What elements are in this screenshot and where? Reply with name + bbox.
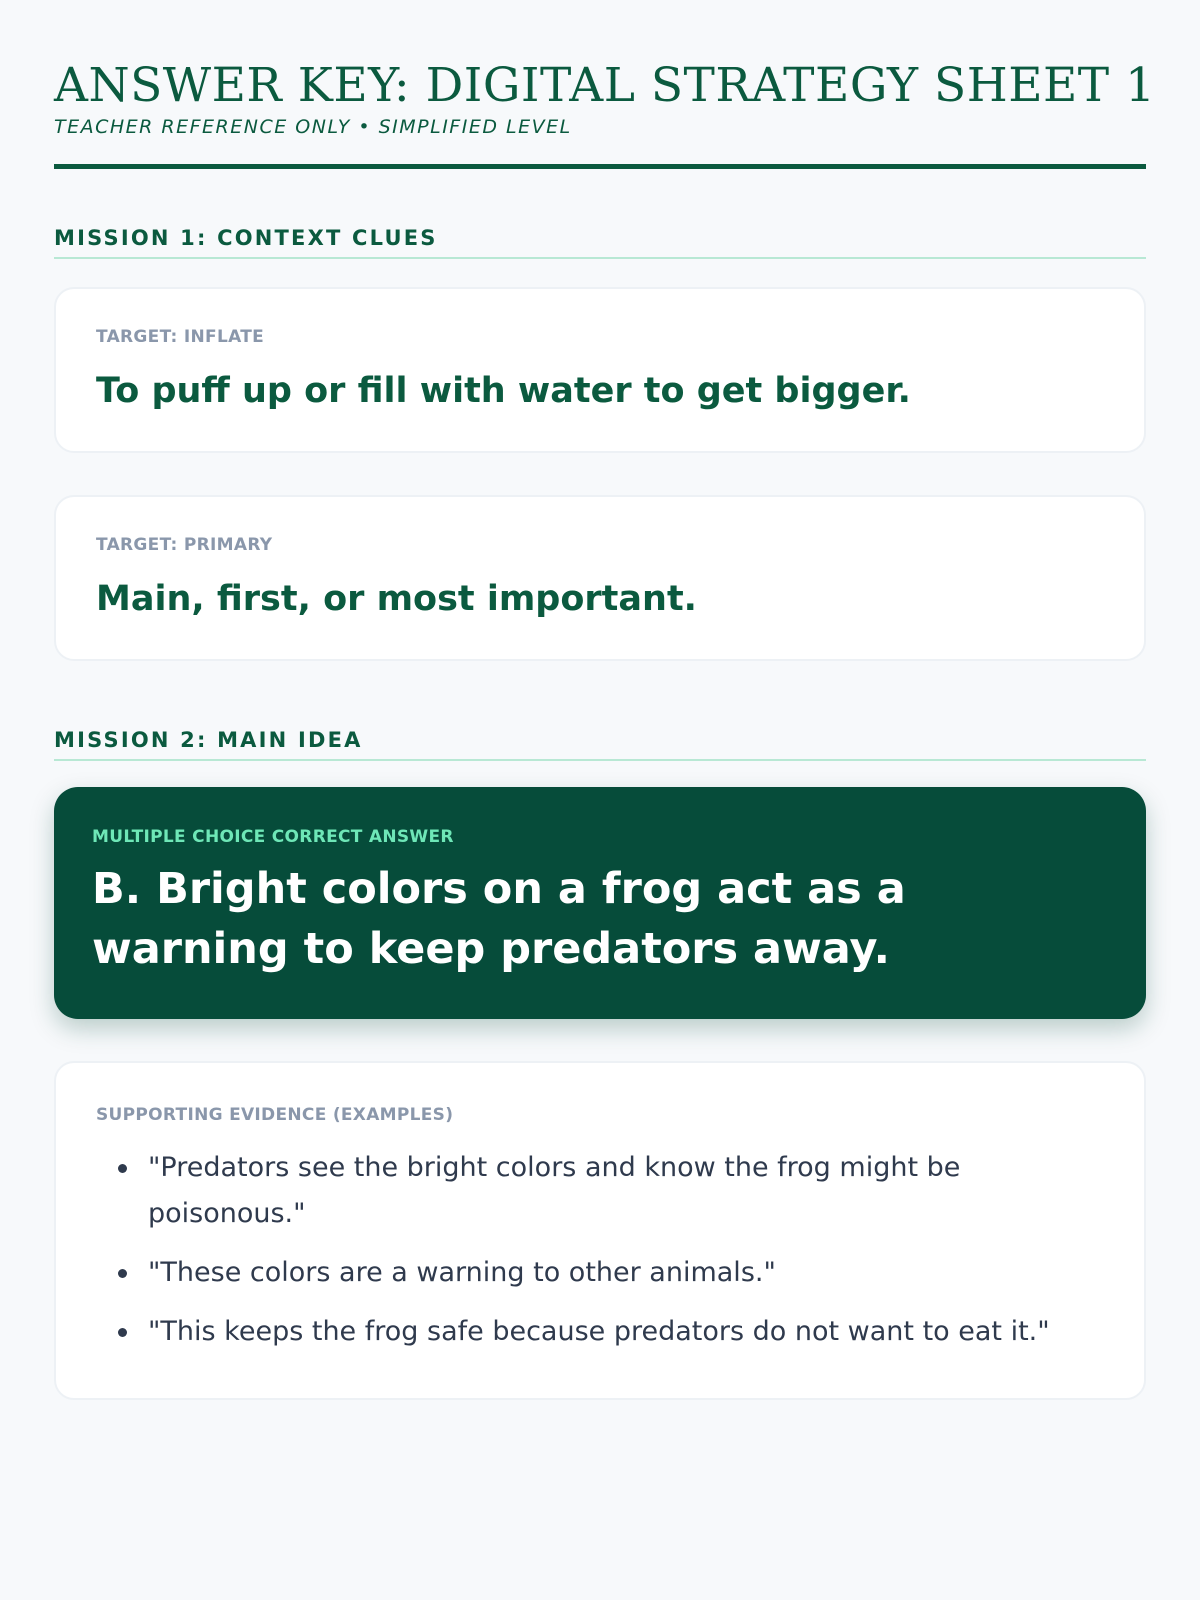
mission-1-heading: MISSION 1: CONTEXT CLUES — [54, 223, 1146, 259]
page-subtitle: TEACHER REFERENCE ONLY • SIMPLIFIED LEVEL — [54, 116, 572, 138]
evidence-label: SUPPORTING EVIDENCE (EXAMPLES) — [96, 1105, 454, 1125]
vocab-target-label: TARGET: INFLATE — [96, 327, 265, 347]
mission-2-section — [54, 725, 1146, 1400]
vocab-target-label: TARGET: PRIMARY — [96, 535, 273, 555]
mission-1-section — [54, 223, 1146, 661]
correct-answer-card — [54, 787, 1146, 1019]
vocab-definition: Main, first, or most important. — [96, 579, 697, 619]
title-divider — [54, 164, 1146, 169]
evidence-item — [96, 1145, 1104, 1237]
bullet-icon — [118, 1164, 127, 1173]
evidence-list — [96, 1145, 1104, 1355]
evidence-text: "Predators see the bright colors and know the frog might be poisonous." — [148, 1152, 961, 1229]
vocab-card-inflate — [54, 287, 1146, 453]
correct-answer-label: MULTIPLE CHOICE CORRECT ANSWER — [92, 827, 454, 847]
mission-2-heading: MISSION 2: MAIN IDEA — [54, 725, 1146, 761]
bullet-icon — [118, 1269, 127, 1278]
evidence-text: "These colors are a warning to other animals." — [148, 1257, 776, 1288]
correct-answer-text: B. Bright colors on a frog act as a warning to keep predators away. — [92, 864, 906, 974]
evidence-item — [96, 1250, 1104, 1296]
vocab-card-primary — [54, 495, 1146, 661]
evidence-text: "This keeps the frog safe because predators do not want to eat it." — [148, 1316, 1050, 1347]
supporting-evidence-card — [54, 1061, 1146, 1400]
evidence-item — [96, 1309, 1104, 1355]
bullet-icon — [118, 1328, 127, 1337]
vocab-definition: To puff up or fill with water to get bigger. — [96, 371, 911, 411]
page-title: ANSWER KEY: DIGITAL STRATEGY SHEET 1 — [54, 58, 1156, 113]
